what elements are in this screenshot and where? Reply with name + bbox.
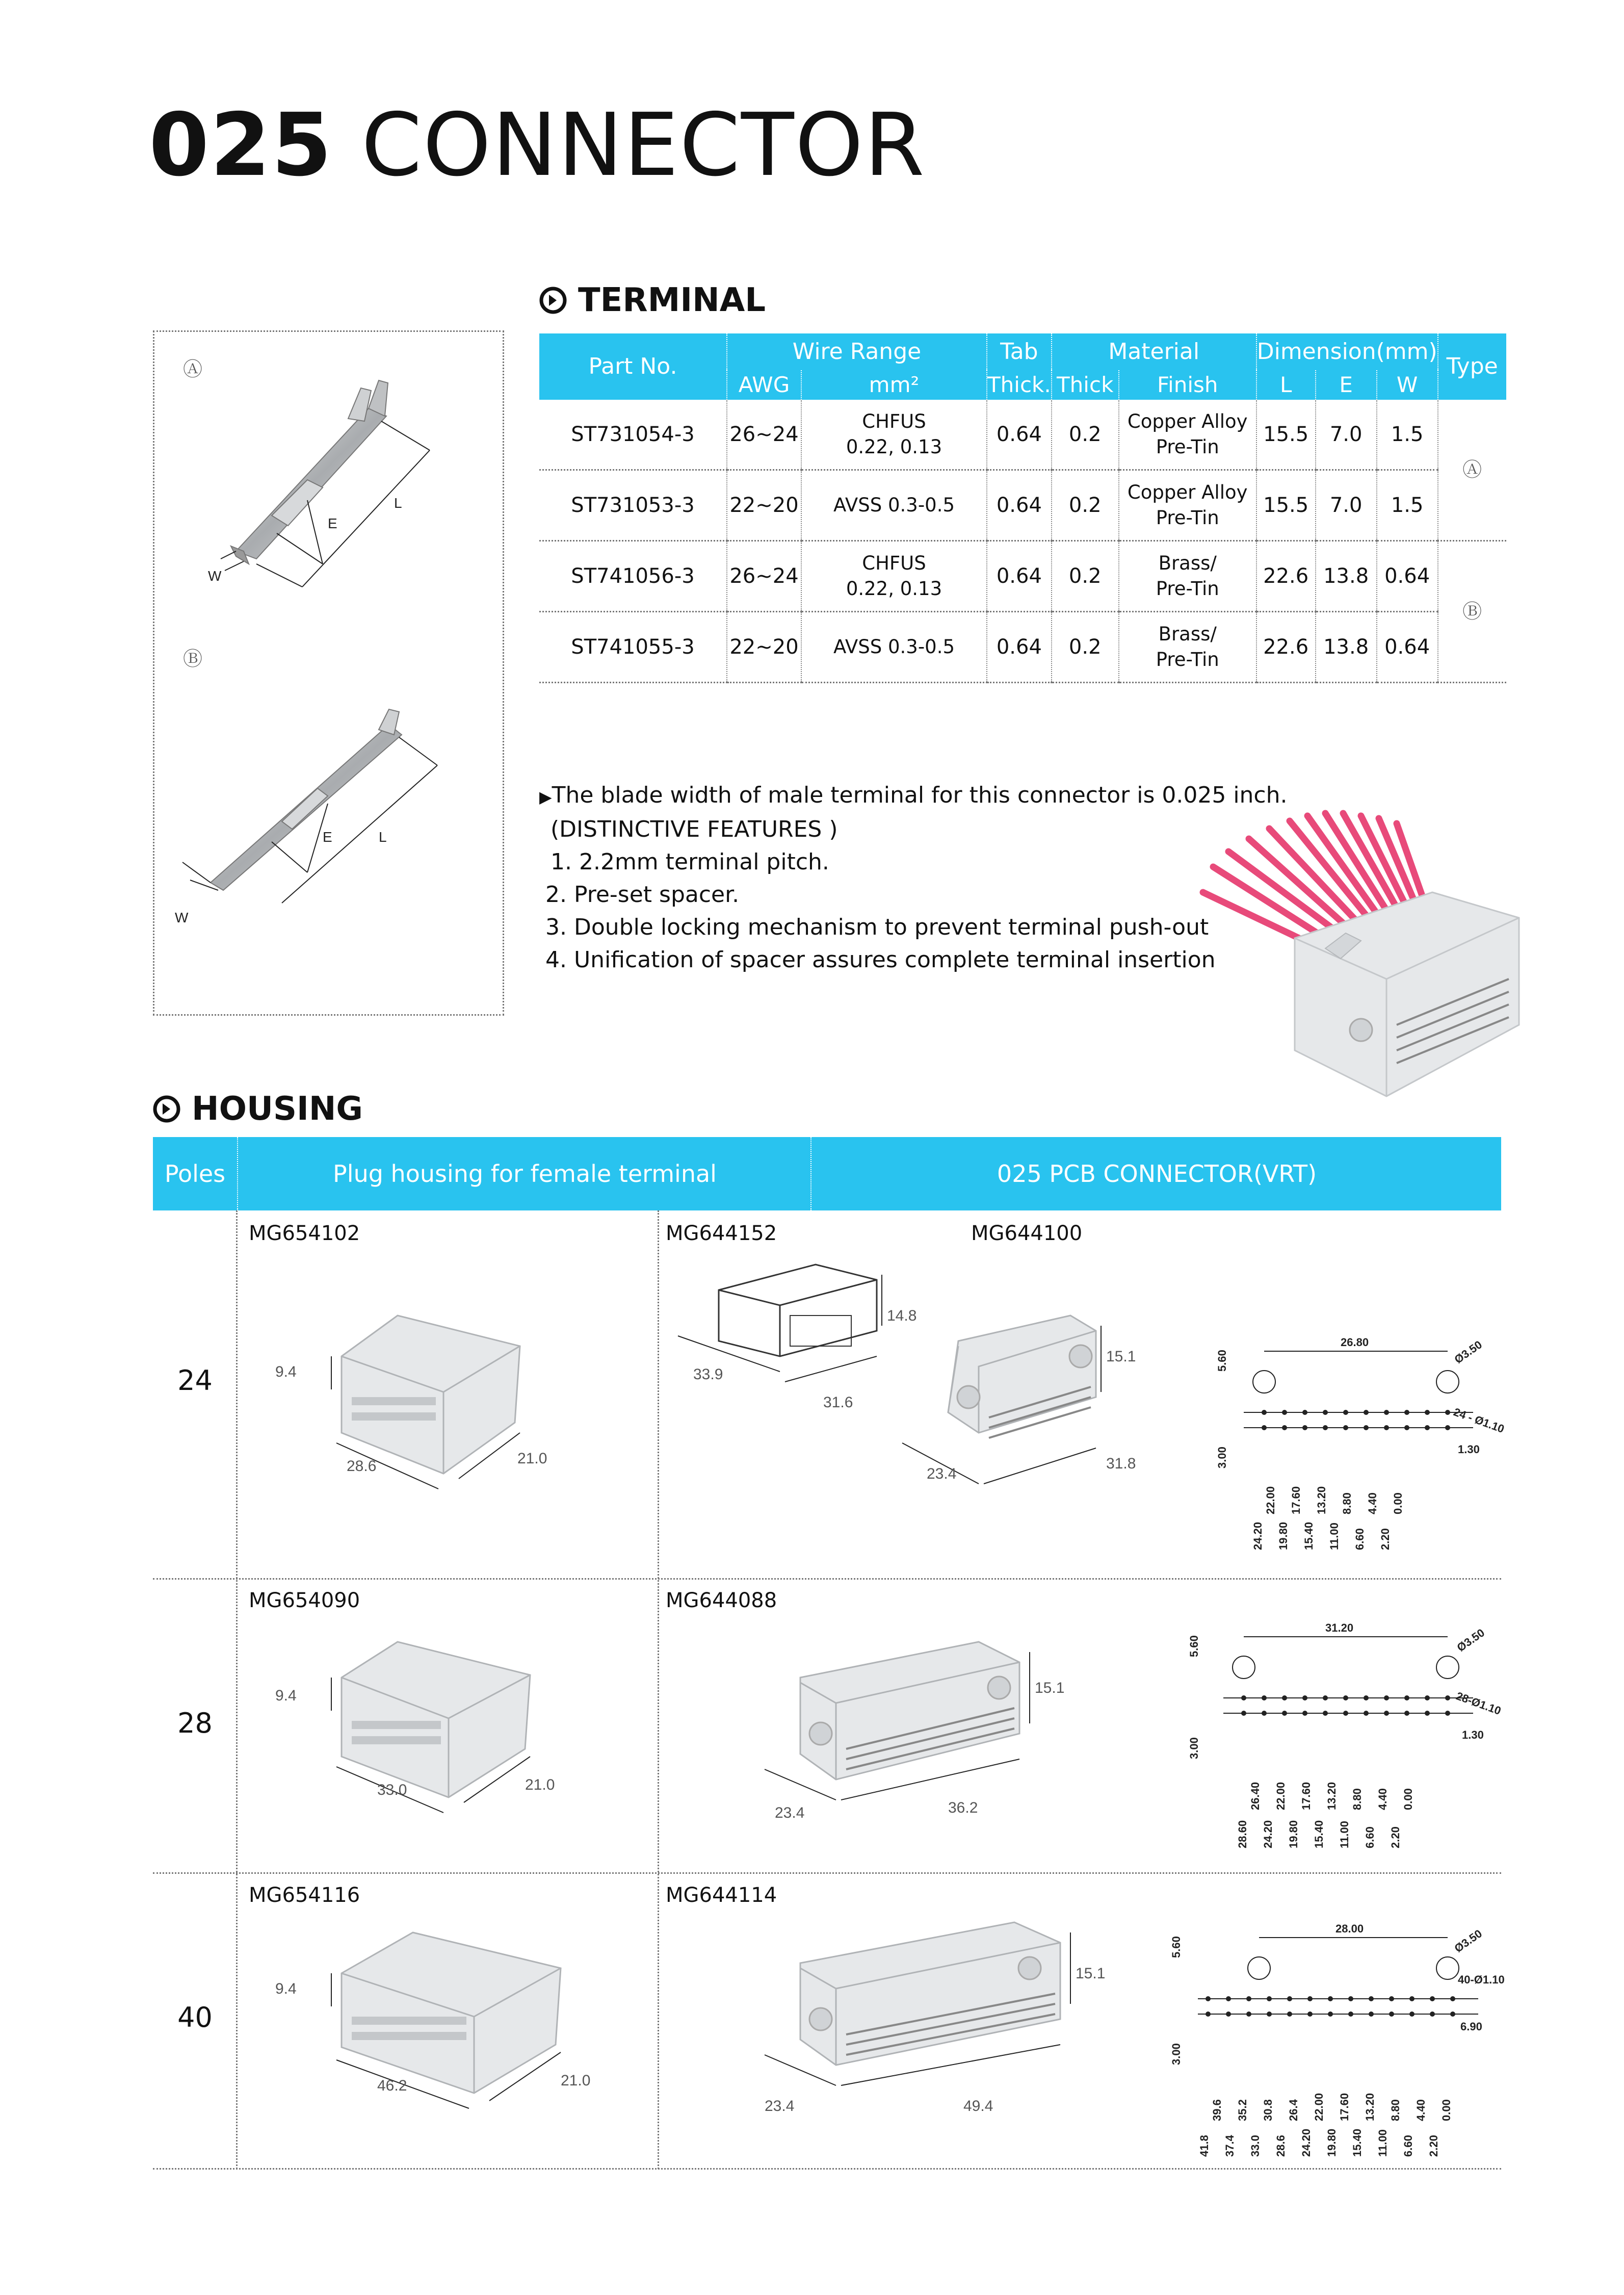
cell-finish xyxy=(1119,400,1256,470)
th-plug: Plug housing for female terminal xyxy=(237,1137,811,1210)
poles-28: 28 xyxy=(177,1707,213,1739)
table-row xyxy=(539,470,1506,541)
fp-bottom-label: 39.6 xyxy=(1211,2099,1223,2121)
fp-hole: Ø3.50 xyxy=(1452,1927,1484,1955)
fp-bottom-labels xyxy=(1251,1486,1404,1550)
dim-e: 23.4 xyxy=(927,1465,957,1482)
dim-w-b: W xyxy=(175,910,189,925)
features-intro-text: The blade width of male terminal for this connector is 0.025 inch. xyxy=(552,782,1288,808)
cell-thick: 0.2 xyxy=(1052,470,1119,541)
cell-mm2 xyxy=(801,470,987,541)
cell-mm2-b: 0.22, 0.13 xyxy=(846,578,942,600)
terminal-heading xyxy=(539,281,766,319)
housing-row-divider xyxy=(153,1578,1501,1580)
fp-bottom-label: 13.20 xyxy=(1364,2093,1376,2121)
cell-finish-a: Brass/ xyxy=(1158,552,1217,575)
th-l: L xyxy=(1256,370,1316,400)
fp-bottom-label: 15.40 xyxy=(1313,1820,1325,1848)
dim-h: 9.4 xyxy=(275,1980,297,1997)
fp-bottom-label: 35.2 xyxy=(1236,2099,1249,2121)
cell-finish xyxy=(1119,541,1256,612)
table-row xyxy=(539,400,1506,470)
th-part-no: Part No. xyxy=(539,333,727,400)
terminal-header-row xyxy=(539,333,1506,370)
cell-part: ST731053-3 xyxy=(539,470,727,541)
cell-tab: 0.64 xyxy=(987,470,1052,541)
fp-bottom-label: 2.20 xyxy=(1389,1826,1402,1848)
dim-d: 15.1 xyxy=(1106,1348,1136,1365)
plug-drawing-24 xyxy=(265,1290,581,1519)
fp-top: 26.80 xyxy=(1341,1336,1369,1349)
fp-v1: 5.60 xyxy=(1216,1350,1228,1372)
arrow-circle-icon xyxy=(539,287,567,314)
cell-awg: 26~24 xyxy=(727,400,801,470)
fp-top: 31.20 xyxy=(1325,1621,1354,1634)
type-a-label: Ⓐ xyxy=(183,358,203,380)
terminal-a-image xyxy=(231,380,388,564)
dim-f: 31.8 xyxy=(1106,1455,1136,1472)
fp-bottom-label: 2.20 xyxy=(1427,2135,1440,2157)
th-type: Type xyxy=(1438,333,1506,400)
fp-bottom-label: 6.60 xyxy=(1353,1528,1366,1550)
fp-bottom-label: 24.20 xyxy=(1251,1522,1264,1550)
fp-bottom-label: 8.80 xyxy=(1341,1492,1353,1514)
fp-bottom-label: 26.40 xyxy=(1249,1782,1262,1810)
cell-tab: 0.64 xyxy=(987,541,1052,612)
footprint-28 xyxy=(1183,1616,1503,1856)
th-tab: Tab xyxy=(987,333,1052,370)
title-light: CONNECTOR xyxy=(361,95,926,196)
fp-bottom-label: 4.40 xyxy=(1366,1492,1379,1514)
fp-bottom-labels xyxy=(1198,2093,1453,2157)
fp-bottom-label: 28.60 xyxy=(1236,1820,1249,1848)
fp-v2: 3.00 xyxy=(1170,2043,1183,2065)
pcb-drawing-40 xyxy=(744,1917,1132,2131)
dim-d: 21.0 xyxy=(525,1776,555,1793)
dim-e-b: E xyxy=(323,829,332,845)
dim-d: 21.0 xyxy=(561,2072,591,2089)
cell-mm2-a: CHFUS xyxy=(862,410,926,433)
th-poles: Poles xyxy=(164,1160,226,1188)
fp-bottom-label: 33.0 xyxy=(1249,2135,1262,2157)
cell-thick: 0.2 xyxy=(1052,541,1119,612)
fp-bottom-label: 6.60 xyxy=(1402,2135,1415,2157)
housing-row-divider xyxy=(153,1872,1501,1874)
th-dimension: Dimension(mm) xyxy=(1256,333,1438,370)
cell-thick: 0.2 xyxy=(1052,612,1119,683)
housing-header-bar xyxy=(153,1137,1501,1210)
cell-part: ST741056-3 xyxy=(539,541,727,612)
cell-type-b: Ⓑ xyxy=(1438,541,1506,683)
plug-part-28: MG654090 xyxy=(249,1589,360,1612)
pcb-drawing-24 xyxy=(663,1244,1183,1560)
fp-bottom-label: 17.60 xyxy=(1338,2093,1351,2121)
fp-side: 6.90 xyxy=(1460,2020,1482,2033)
cell-l: 15.5 xyxy=(1256,400,1316,470)
cell-l: 15.5 xyxy=(1256,470,1316,541)
fp-hole: Ø3.50 xyxy=(1452,1338,1484,1366)
cell-awg: 22~20 xyxy=(727,612,801,683)
poles-24: 24 xyxy=(177,1364,213,1397)
poles-40: 40 xyxy=(177,2001,213,2033)
cell-mm2 xyxy=(801,400,987,470)
fp-pins: 40-Ø1.10 xyxy=(1458,1973,1505,1986)
th-mm2: mm² xyxy=(801,370,987,400)
feature-item: 1. 2.2mm terminal pitch. xyxy=(551,849,829,875)
terminal-heading-label: TERMINAL xyxy=(578,281,766,319)
th-finish: Finish xyxy=(1119,370,1256,400)
plug-drawing-28 xyxy=(265,1621,581,1846)
fp-bottom-label: 28.6 xyxy=(1274,2135,1287,2157)
pcb-part-24: MG644152 xyxy=(666,1222,777,1245)
fp-bottom-label: 6.60 xyxy=(1364,1826,1376,1848)
fp-bottom-label: 0.00 xyxy=(1392,1492,1404,1514)
cell-e: 7.0 xyxy=(1316,470,1377,541)
dim-c: 31.6 xyxy=(823,1394,853,1411)
cell-w: 0.64 xyxy=(1377,612,1438,683)
cell-mm2-a: AVSS 0.3-0.5 xyxy=(833,494,955,517)
th-w: W xyxy=(1377,370,1438,400)
features-block xyxy=(539,779,1288,976)
connector-photo xyxy=(1193,811,1529,1106)
fp-side: 1.30 xyxy=(1458,1443,1480,1456)
dim-d: 15.1 xyxy=(1076,1965,1106,1982)
cell-finish-b: Pre-Tin xyxy=(1156,436,1219,458)
th-mat-thick: Thick xyxy=(1052,370,1119,400)
cell-awg: 22~20 xyxy=(727,470,801,541)
footprint-40 xyxy=(1167,1917,1505,2162)
dim-d: 21.0 xyxy=(517,1450,547,1467)
cell-mm2 xyxy=(801,612,987,683)
housing-row-divider xyxy=(153,2168,1501,2170)
dim-w-a: W xyxy=(208,568,222,584)
terminal-drawings xyxy=(154,332,503,1014)
features-intro xyxy=(539,779,1288,813)
dim-d: 15.1 xyxy=(1035,1680,1065,1696)
cell-w: 0.64 xyxy=(1377,541,1438,612)
fp-bottom-label: 13.20 xyxy=(1325,1782,1338,1810)
cell-part: ST741055-3 xyxy=(539,612,727,683)
fp-bottom-label: 15.40 xyxy=(1351,2128,1364,2157)
fp-bottom-label: 15.40 xyxy=(1302,1522,1315,1550)
fp-bottom-label: 4.40 xyxy=(1376,1788,1389,1810)
fp-bottom-label: 8.80 xyxy=(1351,1788,1364,1810)
fp-hole: Ø3.50 xyxy=(1454,1626,1487,1655)
dim-w: 46.2 xyxy=(377,2077,407,2094)
housing-heading-label: HOUSING xyxy=(192,1090,363,1128)
th-material: Material xyxy=(1052,333,1256,370)
th-tab-thick: Thick. xyxy=(987,370,1052,400)
page-title xyxy=(149,95,926,196)
fp-v1: 5.60 xyxy=(1188,1635,1200,1657)
terminal-image-box xyxy=(153,330,504,1016)
fp-bottom-label: 8.80 xyxy=(1389,2099,1402,2121)
dim-w: 33.0 xyxy=(377,1782,407,1798)
cell-finish-b: Pre-Tin xyxy=(1156,507,1219,529)
cell-part: ST731054-3 xyxy=(539,400,727,470)
cell-finish-b: Pre-Tin xyxy=(1156,578,1219,600)
fp-bottom-label: 11.00 xyxy=(1338,1821,1351,1848)
dim-e-a: E xyxy=(328,515,337,531)
cell-tab: 0.64 xyxy=(987,400,1052,470)
cell-l: 22.6 xyxy=(1256,612,1316,683)
fp-side: 1.30 xyxy=(1462,1729,1484,1741)
cell-finish-a: Brass/ xyxy=(1158,623,1217,646)
fp-bottom-labels xyxy=(1236,1782,1415,1848)
fp-v2: 3.00 xyxy=(1188,1737,1200,1759)
cell-thick: 0.2 xyxy=(1052,400,1119,470)
plug-drawing-40 xyxy=(265,1917,632,2142)
fp-bottom-label: 19.80 xyxy=(1277,1522,1290,1550)
fp-bottom-label: 0.00 xyxy=(1440,2099,1453,2121)
arrow-circle-icon xyxy=(153,1095,180,1123)
dim-w: 28.6 xyxy=(347,1458,377,1475)
dim-a: 14.8 xyxy=(887,1307,917,1324)
fp-bottom-label: 24.20 xyxy=(1262,1820,1274,1848)
th-wire-range: Wire Range xyxy=(727,333,987,370)
fp-top: 28.00 xyxy=(1335,1922,1364,1935)
fp-bottom-label: 24.20 xyxy=(1300,2128,1313,2157)
fp-bottom-label: 11.00 xyxy=(1328,1523,1341,1550)
feature-item: 4. Unification of spacer assures complete terminal insertion xyxy=(545,947,1216,973)
terminal-b-image xyxy=(211,709,402,890)
fp-bottom-label: 37.4 xyxy=(1223,2135,1236,2157)
th-awg: AWG xyxy=(727,370,801,400)
fp-bottom-label: 41.8 xyxy=(1198,2135,1211,2157)
th-e: E xyxy=(1316,370,1377,400)
cell-finish-a: Copper Alloy xyxy=(1127,410,1248,433)
pcb-part-40: MG644114 xyxy=(666,1884,777,1907)
dim-l-b: L xyxy=(379,829,387,845)
housing-heading xyxy=(153,1090,363,1128)
feature-item: 3. Double locking mechanism to prevent terminal push-out xyxy=(545,914,1209,940)
cell-mm2 xyxy=(801,541,987,612)
pcb-drawing-28 xyxy=(744,1632,1111,1846)
fp-bottom-label: 4.40 xyxy=(1415,2099,1427,2121)
cell-e: 7.0 xyxy=(1316,400,1377,470)
cell-mm2-a: AVSS 0.3-0.5 xyxy=(833,636,955,658)
fp-bottom-label: 22.00 xyxy=(1274,1782,1287,1810)
table-row xyxy=(539,612,1506,683)
cell-type-a: Ⓐ xyxy=(1438,400,1506,541)
title-bold: 025 xyxy=(149,95,333,196)
dim-b: 33.9 xyxy=(693,1366,723,1383)
dim-e: 23.4 xyxy=(775,1804,805,1821)
footprint-24 xyxy=(1213,1326,1506,1560)
cell-e: 13.8 xyxy=(1316,612,1377,683)
pcb-part-28: MG644088 xyxy=(666,1589,777,1612)
housing-divider xyxy=(658,1210,659,2169)
dim-f: 49.4 xyxy=(963,2098,993,2115)
cell-w: 1.5 xyxy=(1377,400,1438,470)
dim-e: 23.4 xyxy=(765,2098,795,2115)
cell-w: 1.5 xyxy=(1377,470,1438,541)
fp-bottom-label: 30.8 xyxy=(1262,2099,1274,2121)
cell-finish-b: Pre-Tin xyxy=(1156,649,1219,671)
fp-bottom-label: 19.80 xyxy=(1325,2128,1338,2157)
feature-item: 2. Pre-set spacer. xyxy=(545,882,740,908)
cell-finish xyxy=(1119,470,1256,541)
dim-h: 9.4 xyxy=(275,1363,297,1380)
terminal-table xyxy=(539,333,1506,683)
cell-l: 22.6 xyxy=(1256,541,1316,612)
fp-bottom-label: 26.4 xyxy=(1287,2099,1300,2121)
fp-bottom-label: 17.60 xyxy=(1290,1486,1302,1514)
fp-bottom-label: 11.00 xyxy=(1376,2129,1389,2157)
fp-bottom-label: 22.00 xyxy=(1264,1486,1277,1514)
cell-finish-a: Copper Alloy xyxy=(1127,481,1248,504)
fp-bottom-label: 0.00 xyxy=(1402,1788,1415,1810)
dim-l-a: L xyxy=(394,495,402,511)
fp-bottom-label: 19.80 xyxy=(1287,1820,1300,1848)
cell-e: 13.8 xyxy=(1316,541,1377,612)
type-b-label: Ⓑ xyxy=(183,648,203,670)
table-row xyxy=(539,541,1506,612)
fp-bottom-label: 17.60 xyxy=(1300,1782,1313,1810)
plug-part-24: MG654102 xyxy=(249,1222,360,1245)
cell-mm2-b: 0.22, 0.13 xyxy=(846,436,942,458)
cell-awg: 26~24 xyxy=(727,541,801,612)
fp-v2: 3.00 xyxy=(1216,1447,1228,1468)
features-heading: (DISTINCTIVE FEATURES ) xyxy=(551,816,838,842)
fp-pins: 24 - Ø1.10 xyxy=(1452,1405,1506,1436)
th-pcb: 025 PCB CONNECTOR(VRT) xyxy=(810,1137,1502,1210)
fp-bottom-label: 2.20 xyxy=(1379,1528,1392,1550)
fp-bottom-label: 22.00 xyxy=(1313,2093,1325,2121)
fp-bottom-label: 13.20 xyxy=(1315,1486,1328,1514)
pcb-part2-24: MG644100 xyxy=(971,1222,1083,1245)
cell-finish xyxy=(1119,612,1256,683)
fp-pins: 28-Ø1.10 xyxy=(1454,1689,1503,1718)
fp-v1: 5.60 xyxy=(1170,1936,1183,1958)
cell-tab: 0.64 xyxy=(987,612,1052,683)
cell-mm2-a: CHFUS xyxy=(862,552,926,575)
dim-h: 9.4 xyxy=(275,1687,297,1704)
dim-f: 36.2 xyxy=(948,1799,978,1816)
plug-part-40: MG654116 xyxy=(249,1884,360,1907)
triangle-bullet-icon: ▶ xyxy=(539,787,552,807)
